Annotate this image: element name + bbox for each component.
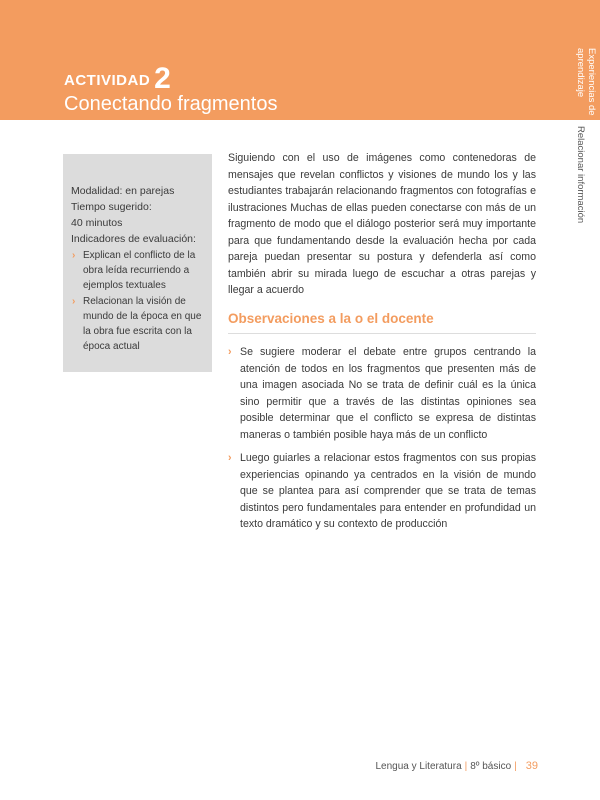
tiempo-label: Tiempo sugerido: xyxy=(71,201,152,213)
activity-info-box xyxy=(63,154,212,372)
footer-subject: Lengua y Literatura xyxy=(375,761,462,772)
modalidad-text: Modalidad: en parejas xyxy=(71,185,175,197)
side-label-skill: Relacionar información xyxy=(575,126,586,224)
observacion-item: › Se sugiere moderar el debate entre grupos centrando la atención de todos en los fragmentos que presenten más de una imagen asociada No se trata de definir cuál es la única sino permitir que a través de las distintas opiniones sea posible determinar que el conflicto se expresa de distintas maneras o también posible haya más de un conflicto xyxy=(228,344,536,443)
observacion-item: › Luego guiarles a relacionar estos fragmentos con sus propias experiencias opinando ya centrados en la visión de mundo que se plantea para así comprender que se trata de temas distintos pero fundamentales para entender en profundidad un texto dramático y su contexto de producción xyxy=(228,450,536,533)
indicador-item: › Relacionan la visión de mundo de la época en que la obra fue escrita con la época actual xyxy=(71,294,211,354)
footer-grade: 8º básico xyxy=(470,761,512,772)
tiempo-value: 40 minutos xyxy=(71,217,123,229)
footer-separator: | xyxy=(514,761,517,772)
indicadores-list xyxy=(71,248,211,354)
intro-paragraph: Siguiendo con el uso de imágenes como contenedoras de mensajes que revelan conflictos y visiones de mundo los y las estudiantes trabajarán relacionando fragmentos con fotografías e ilustraciones Muchas de ellas pueden conectarse con más de un fragmento de modo que el diálogo posterior será muy importante para que fundamentando desde la evaluación hecha por cada pareja puedan presentar su postura y defenderla así como también abrir su mirada luego de escuchar a otras parejas y llegar a acuerdo xyxy=(228,152,536,296)
indicador-item: › Explican el conflicto de la obra leída recurriendo a ejemplos textuales xyxy=(71,248,211,293)
footer-separator: | xyxy=(464,761,468,772)
side-label-section: Experiencias de aprendizaje xyxy=(575,48,597,116)
observaciones-list xyxy=(228,344,536,540)
divider xyxy=(228,333,536,334)
observaciones-heading: Observaciones a la o el docente xyxy=(228,311,434,326)
page-title: Conectando fragmentos xyxy=(64,93,278,115)
activity-number: 2 xyxy=(154,62,171,95)
page-number: 39 xyxy=(525,760,538,772)
activity-label xyxy=(64,62,171,96)
page-footer xyxy=(375,760,538,772)
indicadores-label: Indicadores de evaluación: xyxy=(71,233,196,245)
activity-kicker: ACTIVIDAD xyxy=(64,72,151,89)
